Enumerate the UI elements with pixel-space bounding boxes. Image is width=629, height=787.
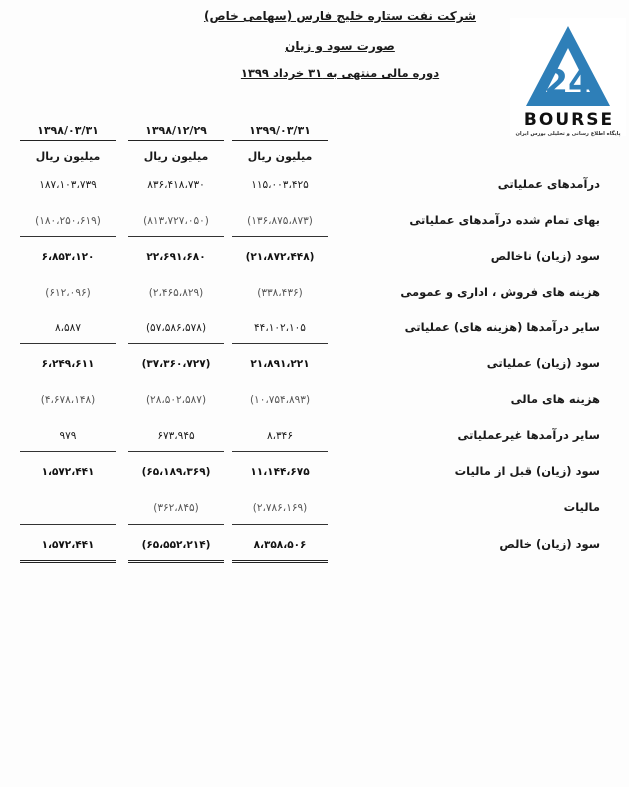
row-label-other-non-operating: سایر درآمدها غیرعملیاتی xyxy=(457,428,600,442)
row-label-tax: مالیات xyxy=(563,500,600,514)
subtotal-rule xyxy=(232,524,328,525)
row-value: ۱۸۷،۱۰۳،۷۳۹ xyxy=(39,179,97,191)
row-label-other-operating: سایر درآمدها (هزینه های) عملیاتی xyxy=(404,320,600,334)
row-value: (۳۷،۳۶۰،۷۲۷) xyxy=(141,358,211,370)
row-value: (۲،۴۶۵،۸۲۹) xyxy=(148,287,204,299)
subtotal-rule xyxy=(232,451,328,452)
row-value: (۵۷،۵۸۶،۵۷۸) xyxy=(145,322,207,334)
row-value: (۲۱،۸۷۲،۴۴۸) xyxy=(245,251,315,263)
total-double-rule xyxy=(20,560,116,563)
row-value: ۹۷۹ xyxy=(59,430,77,442)
row-label-operating-profit: سود (زیان) عملیاتی xyxy=(486,356,600,370)
subtotal-rule xyxy=(20,451,116,452)
total-double-rule xyxy=(232,560,328,563)
row-value: (۶۱۲،۰۹۶) xyxy=(45,287,91,299)
column-period-2: ۱۳۹۸/۱۲/۲۹ xyxy=(145,124,207,137)
period-title: دوره مالی منتهی به ۳۱ خرداد ۱۳۹۹ xyxy=(240,66,440,80)
row-value: (۸۱۳،۷۲۷،۰۵۰) xyxy=(143,215,209,227)
logo-tagline: پایگاه اطلاع رسانی و تحلیلی بورس ایران xyxy=(515,131,621,137)
row-value: ۲۲،۶۹۱،۶۸۰ xyxy=(146,251,206,263)
row-value: (۴،۶۷۸،۱۴۸) xyxy=(40,394,96,406)
row-value: ۱،۵۷۲،۴۴۱ xyxy=(41,539,95,551)
column-header-rule xyxy=(128,140,224,141)
row-label-sga-expenses: هزینه های فروش ، اداری و عمومی xyxy=(400,285,600,299)
column-period-1: ۱۳۹۹/۰۳/۳۱ xyxy=(249,124,311,137)
total-double-rule xyxy=(128,560,224,563)
row-value: ۶،۲۴۹،۶۱۱ xyxy=(41,358,95,370)
row-value: ۴۴،۱۰۲،۱۰۵ xyxy=(254,322,306,334)
bourse-triangle-icon xyxy=(510,18,626,113)
column-period-3: ۱۳۹۸/۰۳/۳۱ xyxy=(37,124,99,137)
statement-title: صورت سود و زیان xyxy=(285,39,395,53)
subtotal-rule xyxy=(128,343,224,344)
column-unit-2: میلیون ریال xyxy=(143,150,209,163)
row-value: ۶،۸۵۳،۱۲۰ xyxy=(41,251,95,263)
subtotal-rule xyxy=(232,343,328,344)
company-title: شرکت نفت ستاره خلیج فارس (سهامی خاص) xyxy=(203,9,477,23)
row-value: (۳۶۲،۸۴۵) xyxy=(153,502,199,514)
row-value: (۶۵،۱۸۹،۳۶۹) xyxy=(141,466,211,478)
row-label-revenue: درآمدهای عملیاتی xyxy=(497,177,600,191)
subtotal-rule xyxy=(20,343,116,344)
row-label-profit-before-tax: سود (زیان) قبل از مالیات xyxy=(454,464,600,478)
column-unit-1: میلیون ریال xyxy=(247,150,313,163)
logo-word: BOURSE xyxy=(523,110,615,130)
row-value: ۱۱۵،۰۰۳،۴۲۵ xyxy=(251,179,309,191)
row-value: (۱۳۶،۸۷۵،۸۷۳) xyxy=(247,215,313,227)
column-header-rule xyxy=(20,140,116,141)
row-label-cost-of-revenue: بهای تمام شده درآمدهای عملیاتی xyxy=(409,213,600,227)
row-label-net-profit: سود (زیان) خالص xyxy=(499,537,600,551)
subtotal-rule xyxy=(128,524,224,525)
row-value: (۱۸۰،۲۵۰،۶۱۹) xyxy=(35,215,101,227)
bourse-logo xyxy=(510,18,626,136)
subtotal-rule xyxy=(128,236,224,237)
svg-text:24: 24 xyxy=(544,63,592,103)
subtotal-rule xyxy=(20,524,116,525)
subtotal-rule xyxy=(232,236,328,237)
row-label-gross-profit: سود (زیان) ناخالص xyxy=(490,249,600,263)
row-value: ۸،۳۵۸،۵۰۶ xyxy=(253,539,307,551)
row-value: ۱،۵۷۲،۴۴۱ xyxy=(41,466,95,478)
row-value: ۶۷۳،۹۴۵ xyxy=(157,430,195,442)
subtotal-rule xyxy=(20,236,116,237)
row-value: (۳۳۸،۴۳۶) xyxy=(257,287,303,299)
row-value: (۶۵،۵۵۲،۲۱۴) xyxy=(141,539,211,551)
subtotal-rule xyxy=(128,451,224,452)
row-value: ۲۱،۸۹۱،۲۲۱ xyxy=(250,358,310,370)
row-value: ۸۳۶،۴۱۸،۷۳۰ xyxy=(147,179,205,191)
row-value: ۸،۳۴۶ xyxy=(267,430,293,442)
row-value: (۲۸،۵۰۲،۵۸۷) xyxy=(145,394,207,406)
row-value: ۸،۵۸۷ xyxy=(55,322,81,334)
row-label-finance-costs: هزینه های مالی xyxy=(510,392,600,406)
column-header-rule xyxy=(232,140,328,141)
row-value: ۱۱،۱۴۴،۶۷۵ xyxy=(250,466,310,478)
column-unit-3: میلیون ریال xyxy=(35,150,101,163)
row-value: (۱۰،۷۵۴،۸۹۳) xyxy=(249,394,311,406)
row-value: (۲،۷۸۶،۱۶۹) xyxy=(252,502,308,514)
